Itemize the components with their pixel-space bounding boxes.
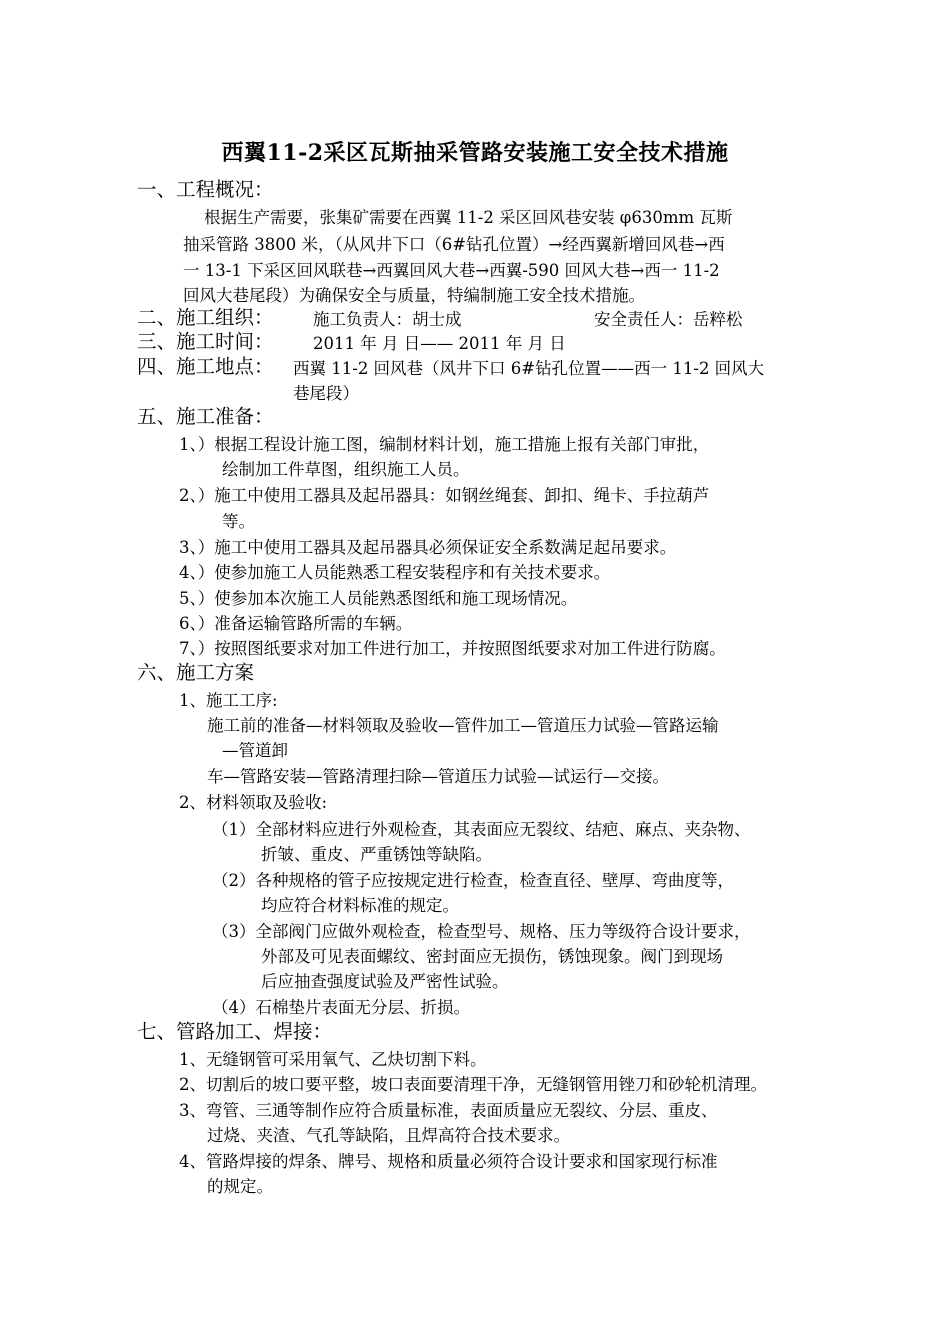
prep-item: 5、）使参加本次施工人员能熟悉图纸和施工现场情况。 — [179, 589, 578, 608]
section-7-heading: 七、管路加工、焊接： — [137, 1020, 333, 1043]
construction-leader: 施工负责人：胡士成 — [313, 310, 462, 329]
section-1-line: 抽采管路 3800 米，（从风井下口（6#钻孔位置）→经西翼新增回风巷→西 — [183, 235, 725, 254]
section-3-heading: 三、施工时间： — [137, 330, 274, 353]
plan-item: 折皱、重皮、严重锈蚀等缺陷。 — [261, 845, 492, 864]
prep-item: 4、）使参加施工人员能熟悉工程安装程序和有关技术要求。 — [179, 563, 611, 582]
construction-time: 2011 年 月 日—— 2011 年 月 日 — [313, 334, 566, 353]
plan-item: （2）各种规格的管子应按规定进行检查，检查直径、壁厚、弯曲度等， — [212, 871, 734, 890]
construction-location: 巷尾段） — [293, 384, 359, 403]
prep-item: 等。 — [222, 512, 255, 531]
plan-item: 施工前的准备—材料领取及验收—管件加工—管道压力试验—管路运输 — [207, 716, 719, 735]
welding-item: 2、切割后的坡口要平整，坡口表面要清理干净，无缝钢管用锉刀和砂轮机清理。 — [179, 1075, 767, 1094]
plan-item: （4）石棉垫片表面无分层、折损。 — [212, 998, 470, 1017]
plan-item: 外部及可见表面螺纹、密封面应无损伤，锈蚀现象。阀门到现场 — [261, 947, 723, 966]
plan-item: 后应抽查强度试验及严密性试验。 — [261, 972, 509, 991]
prep-item: 7、）按照图纸要求对加工件进行加工，并按照图纸要求对加工件进行防腐。 — [179, 639, 726, 658]
prep-item: 2、）施工中使用工器具及起吊器具：如钢丝绳套、卸扣、绳卡、手拉葫芦 — [179, 486, 710, 505]
plan-item: 1、施工工序: — [179, 691, 278, 710]
document-title: 西翼11-2采区瓦斯抽采管路安装施工安全技术措施 — [221, 140, 729, 166]
section-1-line: 根据生产需要，张集矿需要在西翼 11-2 采区回风巷安装 φ630mm 瓦斯 — [204, 208, 733, 227]
plan-item: （3）全部阀门应做外观检查，检查型号、规格、压力等级符合设计要求， — [212, 922, 751, 941]
section-1-line: 回风大巷尾段）为确保安全与质量，特编制施工安全技术措施。 — [183, 286, 645, 305]
section-6-heading: 六、施工方案 — [137, 661, 255, 684]
safety-officer: 安全责任人：岳粹松 — [594, 310, 743, 329]
plan-item: （1）全部材料应进行外观检查，其表面应无裂纹、结疤、麻点、夹杂物、 — [212, 820, 751, 839]
prep-item: 1、）根据工程设计施工图，编制材料计划，施工措施上报有关部门审批， — [179, 435, 710, 454]
welding-item: 4、管路焊接的焊条、牌号、规格和质量必须符合设计要求和国家现行标准 — [179, 1152, 718, 1171]
section-5-heading: 五、施工准备： — [137, 405, 274, 428]
prep-item: 3、）施工中使用工器具及起吊器具必须保证安全系数满足起吊要求。 — [179, 538, 677, 557]
prep-item: 绘制加工件草图，组织施工人员。 — [222, 460, 470, 479]
section-4-heading: 四、施工地点： — [137, 355, 274, 378]
section-1-heading: 一、工程概况： — [137, 178, 274, 201]
plan-item: —管道卸 — [222, 741, 288, 760]
section-1-line: 一 13-1 下采区回风联巷→西翼回风大巷→西翼-590 回风大巷→西一 11-2 — [183, 261, 720, 280]
section-2-heading: 二、施工组织： — [137, 306, 274, 329]
prep-item: 6、）准备运输管路所需的车辆。 — [179, 614, 413, 633]
plan-item: 车—管路安装—管路清理扫除—管道压力试验—试运行—交接。 — [207, 767, 669, 786]
welding-item: 1、无缝钢管可采用氧气、乙炔切割下料。 — [179, 1050, 487, 1069]
welding-item: 3、弯管、三通等制作应符合质量标准，表面质量应无裂纹、分层、重皮、 — [179, 1101, 718, 1120]
plan-item: 2、材料领取及验收: — [179, 793, 328, 812]
construction-location: 西翼 11-2 回风巷（风井下口 6#钻孔位置——西一 11-2 回风大 — [293, 359, 765, 378]
welding-item: 的规定。 — [207, 1177, 273, 1196]
welding-item: 过烧、夹渣、气孔等缺陷，且焊高符合技术要求。 — [207, 1126, 570, 1145]
plan-item: 均应符合材料标准的规定。 — [261, 896, 459, 915]
